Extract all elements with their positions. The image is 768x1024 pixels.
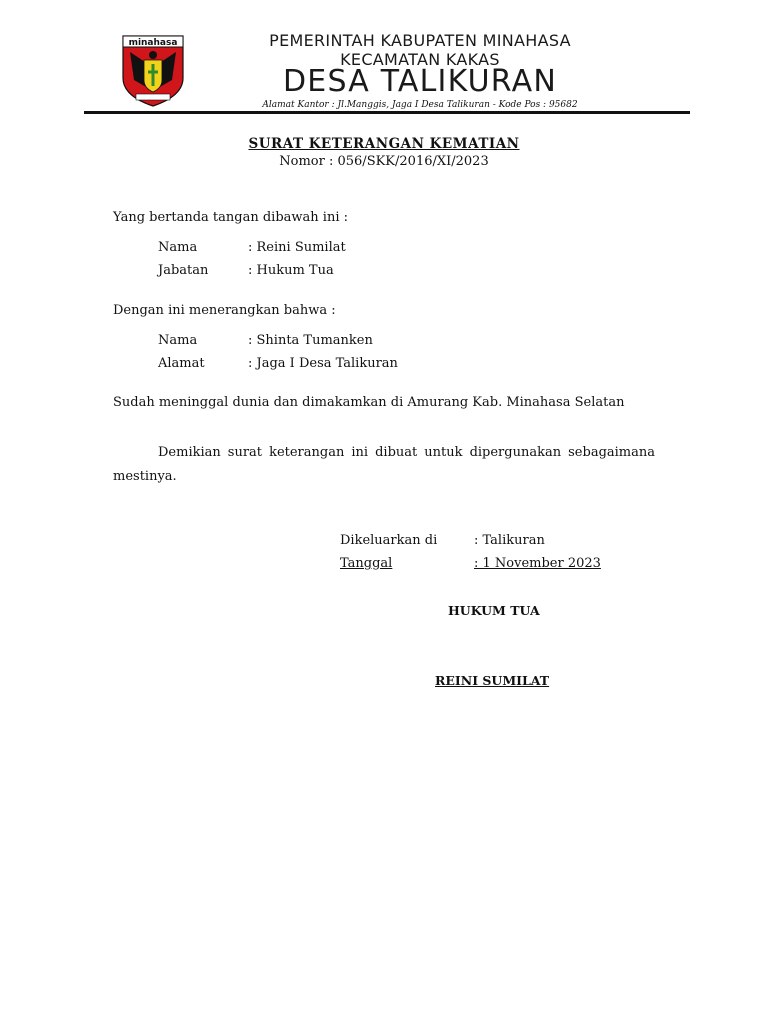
logo-text: minahasa	[128, 38, 178, 48]
signatory-position: HUKUM TUA	[448, 603, 540, 618]
subject-intro: Dengan ini menerangkan bahwa :	[113, 303, 336, 318]
letterhead-district: KECAMATAN KAKAS	[340, 50, 500, 69]
signatory-name: REINI SUMILAT	[435, 673, 550, 688]
issued-date-label: Tanggal	[340, 556, 393, 571]
closing-paragraph: Demikian surat keterangan ini dibuat untuk dipergunakan sebagaimana mestinya.	[113, 445, 655, 484]
minahasa-logo	[120, 34, 186, 108]
document-number: Nomor : 056/SKK/2016/XI/2023	[279, 154, 489, 169]
subject-address-label: Alamat	[158, 356, 205, 371]
issued-date-value: : 1 November 2023	[474, 556, 601, 571]
subject-name-value: : Shinta Tumanken	[248, 333, 373, 348]
issued-place-value: : Talikuran	[474, 533, 545, 548]
subject-address-value: : Jaga I Desa Talikuran	[248, 356, 398, 371]
letterhead-address: Alamat Kantor : Jl.Manggis, Jaga I Desa Talikuran - Kode Pos : 95682	[262, 100, 578, 110]
issued-place-label: Dikeluarkan di	[340, 533, 438, 548]
letterhead-regency: PEMERINTAH KABUPATEN MINAHASA	[269, 31, 571, 50]
signer-position-label: Jabatan	[158, 263, 209, 278]
document-title: SURAT KETERANGAN KEMATIAN	[248, 136, 520, 152]
subject-name-label: Nama	[158, 333, 198, 348]
letterhead-village: DESA TALIKURAN	[282, 64, 557, 99]
signer-name-label: Nama	[158, 240, 198, 255]
signer-name-value: : Reini Sumilat	[248, 240, 346, 255]
signer-intro: Yang bertanda tangan dibawah ini :	[113, 210, 348, 225]
signer-position-value: : Hukum Tua	[248, 263, 334, 278]
letterhead-divider	[84, 111, 690, 114]
death-statement: Sudah meninggal dunia dan dimakamkan di Amurang Kab. Minahasa Selatan	[113, 395, 625, 410]
